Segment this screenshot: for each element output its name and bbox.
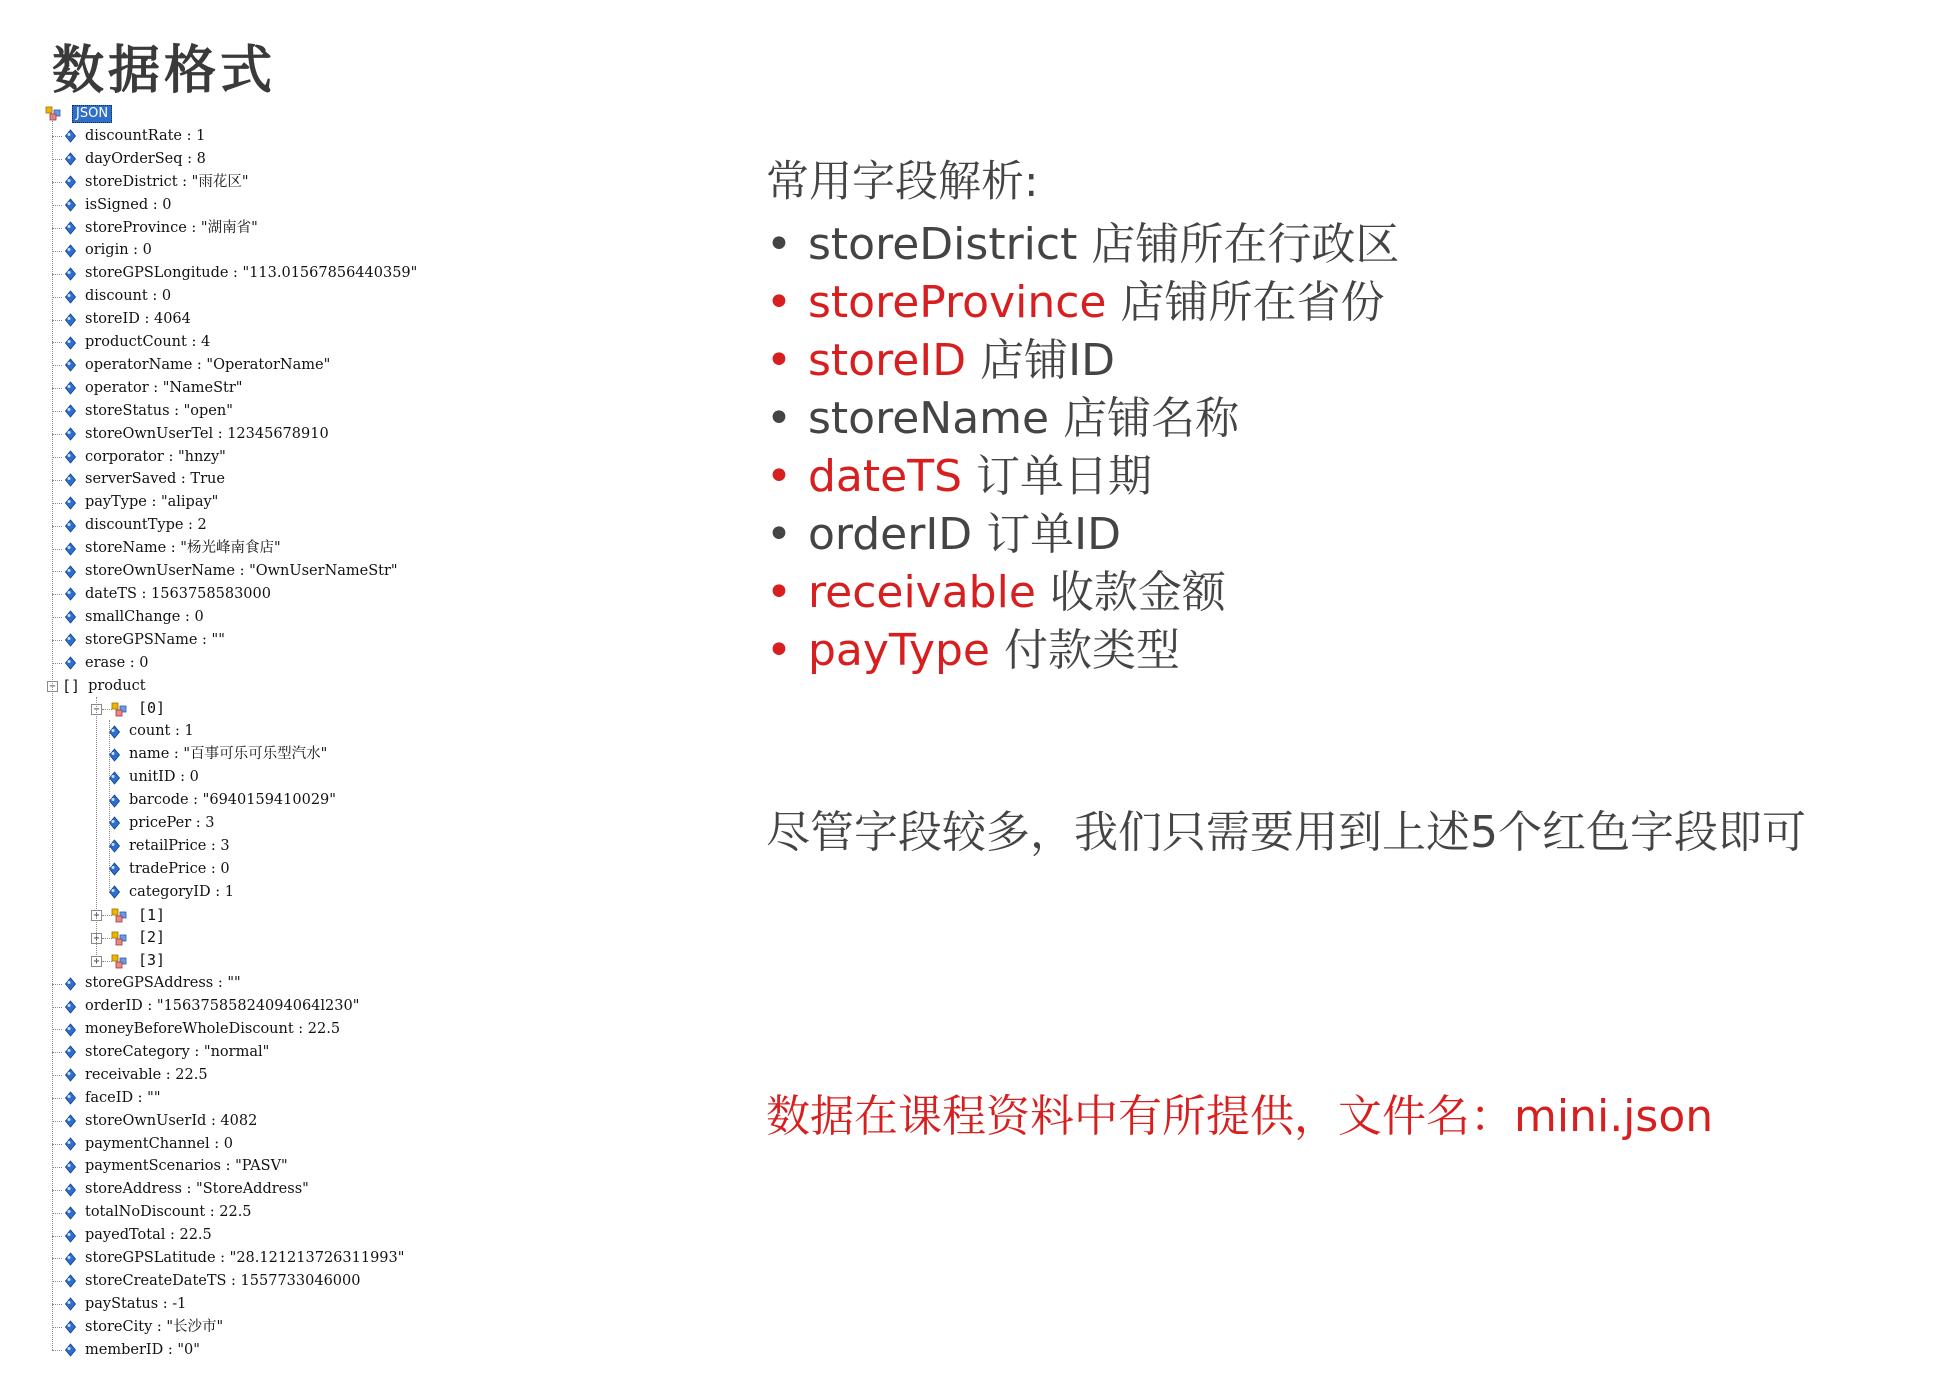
- value-node-icon: [64, 1091, 77, 1105]
- tree-leaf-node[interactable]: [64, 995, 359, 1018]
- tree-leaf-node[interactable]: [64, 1178, 309, 1201]
- tree-leaf-node[interactable]: [64, 308, 191, 331]
- value-node-icon: [64, 610, 77, 624]
- tree-object-node[interactable]: [110, 697, 165, 720]
- tree-node-text: unitID : 0: [129, 769, 199, 786]
- tree-leaf-node[interactable]: [64, 1064, 208, 1087]
- tree-leaf-node[interactable]: [64, 1247, 404, 1270]
- value-node-icon: [64, 1068, 77, 1082]
- tree-leaf-node[interactable]: [64, 377, 242, 400]
- value-node-icon: [64, 290, 77, 304]
- tree-node-text: erase : 0: [85, 654, 149, 671]
- value-node-icon: [64, 1297, 77, 1311]
- tree-leaf-node[interactable]: [64, 583, 271, 606]
- tree-leaf-node[interactable]: [64, 354, 330, 377]
- tree-node-text: pricePer : 3: [129, 814, 215, 831]
- bullet-icon: •: [766, 451, 792, 502]
- tree-node-text: tradePrice : 0: [129, 860, 230, 877]
- tree-root-node[interactable]: [44, 102, 112, 125]
- tree-leaf-node[interactable]: [64, 1133, 233, 1156]
- value-node-icon: [64, 977, 77, 991]
- tree-array-node-product[interactable]: [62, 675, 146, 698]
- tree-leaf-node[interactable]: [108, 720, 194, 743]
- expand-toggle[interactable]: +: [91, 910, 102, 921]
- bullet-icon: •: [766, 219, 792, 270]
- bullet-icon: •: [766, 393, 792, 444]
- value-node-icon: [64, 1206, 77, 1220]
- collapse-toggle[interactable]: −: [47, 681, 58, 692]
- tree-node-text: discount : 0: [85, 288, 172, 305]
- value-node-icon: [64, 1252, 77, 1266]
- tree-leaf-node[interactable]: [64, 194, 171, 217]
- tree-leaf-node[interactable]: [64, 400, 233, 423]
- field-list-item: [766, 390, 1916, 448]
- tree-node-text: storeGPSName : "": [85, 631, 225, 648]
- tree-leaf-node[interactable]: [64, 629, 225, 652]
- field-analysis-panel: [766, 152, 1916, 680]
- tree-leaf-node[interactable]: [64, 1087, 161, 1110]
- tree-leaf-node[interactable]: [64, 468, 225, 491]
- tree-leaf-node[interactable]: [64, 239, 152, 262]
- tree-leaf-node[interactable]: [64, 125, 205, 148]
- tree-node-text: [1]: [138, 905, 166, 924]
- tree-node-text: serverSaved : True: [85, 471, 225, 488]
- tree-leaf-node[interactable]: [64, 285, 171, 308]
- value-node-icon: [64, 1045, 77, 1059]
- value-node-icon: [64, 336, 77, 350]
- tree-leaf-node[interactable]: [64, 1110, 257, 1133]
- tree-object-node[interactable]: [110, 904, 165, 927]
- field-description: 订单日期: [976, 451, 1153, 502]
- bullet-icon: •: [766, 567, 792, 618]
- tree-node-text: payedTotal : 22.5: [85, 1227, 212, 1244]
- value-node-icon: [64, 1183, 77, 1197]
- tree-leaf-node[interactable]: [64, 537, 281, 560]
- value-node-icon: [64, 633, 77, 647]
- collapse-toggle[interactable]: −: [91, 704, 102, 715]
- field-name: storeDistrict: [808, 219, 1078, 270]
- tree-leaf-node[interactable]: [64, 446, 226, 469]
- value-node-icon: [64, 1137, 77, 1151]
- tree-root-label: JSON: [72, 105, 112, 123]
- value-node-icon: [64, 542, 77, 556]
- expand-toggle[interactable]: +: [91, 933, 102, 944]
- tree-node-text: [3]: [138, 951, 166, 970]
- tree-leaf-node[interactable]: [64, 652, 149, 675]
- tree-leaf-node[interactable]: [64, 560, 398, 583]
- field-list-item: [766, 564, 1916, 622]
- field-list-item: [766, 506, 1916, 564]
- expand-toggle[interactable]: +: [91, 956, 102, 967]
- object-node-icon: [110, 952, 130, 970]
- tree-node-text: storeCategory : "normal": [85, 1043, 270, 1060]
- tree-node-text: storeAddress : "StoreAddress": [85, 1181, 309, 1198]
- bullet-icon: •: [766, 509, 792, 560]
- tree-leaf-node[interactable]: [64, 514, 207, 537]
- tree-leaf-node[interactable]: [64, 262, 417, 285]
- tree-node-text: discountRate : 1: [85, 127, 206, 144]
- tree-node-text: [0]: [138, 699, 166, 718]
- value-node-icon: [64, 1343, 77, 1357]
- tree-node-text: storeDistrict : "雨花区": [85, 173, 249, 190]
- value-node-icon: [64, 1114, 77, 1128]
- tree-leaf-node[interactable]: [108, 789, 336, 812]
- tree-node-text: barcode : "6940159410029": [129, 792, 336, 808]
- value-node-icon: [64, 565, 77, 579]
- tree-node-text: totalNoDiscount : 22.5: [85, 1204, 252, 1221]
- tree-node-text: smallChange : 0: [85, 608, 204, 625]
- tree-leaf-node[interactable]: [64, 606, 204, 629]
- tree-node-text: operatorName : "OperatorName": [85, 356, 331, 373]
- value-node-icon: [64, 1000, 77, 1014]
- value-node-icon: [64, 244, 77, 258]
- field-list-item: [766, 332, 1916, 390]
- tree-leaf-node[interactable]: [64, 1018, 340, 1041]
- value-node-icon: [64, 221, 77, 235]
- value-node-icon: [64, 313, 77, 327]
- value-node-icon: [64, 198, 77, 212]
- object-node-icon: [110, 700, 130, 718]
- value-node-icon: [64, 427, 77, 441]
- value-node-icon: [64, 267, 77, 281]
- tree-object-node[interactable]: [110, 926, 165, 949]
- tree-node-text: storeGPSAddress : "": [85, 975, 241, 992]
- tree-node-text: memberID : "0": [85, 1341, 200, 1358]
- value-node-icon: [64, 473, 77, 487]
- tree-leaf-node[interactable]: [64, 148, 206, 171]
- tree-node-text: storeID : 4064: [85, 311, 191, 328]
- value-node-icon: [64, 1274, 77, 1288]
- tree-leaf-node[interactable]: [108, 812, 215, 835]
- tree-node-text: operator : "NameStr": [85, 379, 243, 396]
- tree-node-text: paymentScenarios : "PASV": [85, 1158, 288, 1175]
- tree-leaf-node[interactable]: [64, 491, 218, 514]
- field-name: storeID: [808, 335, 967, 386]
- field-description: 店铺ID: [980, 335, 1116, 386]
- tree-leaf-node[interactable]: [64, 1224, 212, 1247]
- field-list: [766, 216, 1916, 680]
- tree-node-text: [2]: [138, 928, 166, 947]
- tree-node-text: product: [88, 677, 146, 694]
- field-usage-note: 尽管字段较多，我们只需要用到上述5个红色字段即可: [766, 807, 1806, 858]
- tree-node-text: storeCity : "长沙市": [85, 1318, 224, 1335]
- data-source-note: 数据在课程资料中有所提供，文件名：mini.json: [766, 1091, 1714, 1142]
- value-node-icon: [64, 450, 77, 464]
- tree-node-text: categoryID : 1: [129, 883, 234, 900]
- value-node-icon: [64, 1229, 77, 1243]
- tree-node-text: storeOwnUserName : "OwnUserNameStr": [85, 563, 398, 579]
- tree-node-text: storeGPSLongitude : "113.01567856440359": [85, 265, 418, 282]
- tree-node-text: storeOwnUserId : 4082: [85, 1112, 258, 1129]
- value-node-icon: [64, 152, 77, 166]
- tree-node-text: faceID : "": [85, 1089, 161, 1106]
- tree-node-text: storeName : "杨光峰南食店": [85, 540, 281, 557]
- field-description: 店铺所在行政区: [1091, 219, 1400, 270]
- tree-leaf-node[interactable]: [64, 1293, 186, 1316]
- tree-node-text: payStatus : -1: [85, 1295, 187, 1312]
- field-list-item: [766, 622, 1916, 680]
- tree-leaf-node[interactable]: [64, 423, 329, 446]
- tree-node-text: storeOwnUserTel : 12345678910: [85, 425, 329, 442]
- bullet-icon: •: [766, 335, 792, 386]
- value-node-icon: [64, 656, 77, 670]
- tree-leaf-node[interactable]: [108, 835, 230, 858]
- field-list-item: [766, 216, 1916, 274]
- tree-node-text: retailPrice : 3: [129, 837, 230, 854]
- tree-leaf-node[interactable]: [108, 766, 199, 789]
- field-description: 付款类型: [1004, 625, 1180, 676]
- tree-leaf-node[interactable]: [64, 1041, 269, 1064]
- tree-leaf-node[interactable]: [64, 1155, 288, 1178]
- value-node-icon: [64, 358, 77, 372]
- json-tree-view[interactable]: [44, 102, 564, 1364]
- field-description: 订单ID: [986, 509, 1122, 560]
- field-list-item: [766, 274, 1916, 332]
- value-node-icon: [64, 1320, 77, 1334]
- object-node-icon: [44, 104, 64, 122]
- value-node-icon: [64, 496, 77, 510]
- value-node-icon: [64, 129, 77, 143]
- tree-leaf-node[interactable]: [64, 217, 258, 240]
- object-node-icon: [110, 906, 130, 924]
- tree-leaf-node[interactable]: [64, 331, 210, 354]
- field-name: payType: [808, 625, 990, 676]
- tree-node-text: receivable : 22.5: [85, 1066, 208, 1083]
- tree-node-text: payType : "alipay": [85, 494, 219, 511]
- field-description: 店铺所在省份: [1120, 277, 1385, 328]
- field-name: orderID: [808, 509, 973, 560]
- tree-node-text: moneyBeforeWholeDiscount : 22.5: [85, 1021, 341, 1037]
- value-node-icon: [64, 175, 77, 189]
- tree-node-text: dateTS : 1563758583000: [85, 585, 271, 602]
- tree-leaf-node[interactable]: [64, 1201, 252, 1224]
- tree-node-text: orderID : "15637585824094064l230": [85, 998, 360, 1015]
- field-name: storeProvince: [808, 277, 1107, 328]
- tree-leaf-node[interactable]: [64, 972, 241, 995]
- tree-node-text: storeStatus : "open": [85, 402, 233, 419]
- tree-node-text: isSigned : 0: [85, 196, 172, 213]
- tree-node-text: count : 1: [129, 723, 194, 740]
- tree-leaf-node[interactable]: [64, 1339, 200, 1362]
- tree-leaf-node[interactable]: [64, 171, 249, 194]
- value-node-icon: [64, 404, 77, 418]
- tree-node-text: paymentChannel : 0: [85, 1135, 233, 1152]
- bullet-icon: •: [766, 625, 792, 676]
- tree-leaf-node[interactable]: [108, 858, 230, 881]
- panel-heading: 常用字段解析:: [766, 157, 1039, 207]
- field-name: receivable: [808, 567, 1036, 618]
- tree-object-node[interactable]: [110, 949, 165, 972]
- tree-node-text: name : "百事可乐可乐型汽水": [129, 746, 328, 763]
- value-node-icon: [64, 587, 77, 601]
- tree-node-text: origin : 0: [85, 242, 152, 259]
- tree-leaf-node[interactable]: [108, 881, 234, 904]
- value-node-icon: [64, 519, 77, 533]
- tree-node-text: storeGPSLatitude : "28.121213726311993": [85, 1250, 405, 1266]
- field-name: dateTS: [808, 451, 963, 502]
- value-node-icon: [64, 1023, 77, 1037]
- value-node-icon: [64, 1160, 77, 1174]
- field-name: storeName: [808, 393, 1050, 444]
- tree-leaf-node[interactable]: [64, 1270, 361, 1293]
- object-node-icon: [110, 929, 130, 947]
- value-node-icon: [64, 381, 77, 395]
- tree-leaf-node[interactable]: [108, 743, 327, 766]
- field-description: 收款金额: [1049, 567, 1226, 618]
- tree-node-text: discountType : 2: [85, 517, 207, 534]
- tree-leaf-node[interactable]: [64, 1316, 223, 1339]
- bullet-icon: •: [766, 277, 792, 328]
- tree-node-text: storeProvince : "湖南省": [85, 219, 258, 236]
- tree-node-text: dayOrderSeq : 8: [85, 150, 206, 167]
- tree-node-text: corporator : "hnzy": [85, 448, 226, 465]
- field-list-item: [766, 448, 1916, 506]
- tree-node-text: storeCreateDateTS : 1557733046000: [85, 1272, 361, 1289]
- array-node-icon: []: [62, 676, 81, 695]
- tree-node-text: productCount : 4: [85, 334, 211, 350]
- field-description: 店铺名称: [1063, 393, 1240, 444]
- page-title: 数据格式: [52, 41, 277, 101]
